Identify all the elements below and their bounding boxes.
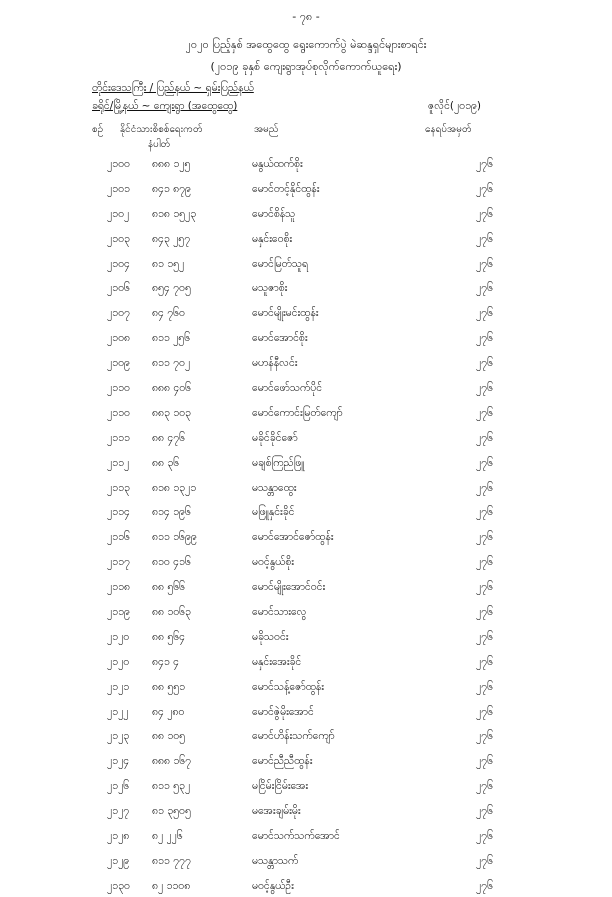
- row-status: ၂၇၆: [476, 556, 493, 569]
- row-name: မဖြူနှင်းခိုင်: [252, 506, 295, 519]
- table-row: [0, 847, 612, 872]
- row-id: ၈၈ ၃၆: [152, 456, 180, 469]
- row-number: ၂၁၂၁: [107, 680, 130, 693]
- row-id: ၈၈၈ ၁၂၅: [152, 158, 191, 170]
- row-status: ၂၇၆: [476, 257, 493, 270]
- row-name: မောင်တင့်နိုင်ထွန်း: [252, 182, 320, 195]
- row-number: ၂၁၂၃: [107, 730, 130, 743]
- row-status: ၂၇၆: [476, 705, 493, 718]
- row-status: ၂၇၆: [476, 730, 493, 743]
- table-row: [0, 424, 612, 449]
- row-id: ၈၁၁ ၇၀၂: [152, 357, 191, 370]
- row-id: ၈၈ ၅၆၆: [152, 581, 186, 594]
- row-id: ၈၁၈ ၁၅၂၃: [152, 207, 197, 220]
- row-id: ၈၁၁ ၇၇၇: [152, 854, 191, 867]
- header-id: နိုင်ငံသားစိစစ်ရေးကတ်: [120, 124, 203, 135]
- row-id: ၈၂ ၂၂၆: [152, 830, 183, 843]
- row-id: ၈၄၁ ၄: [152, 655, 180, 668]
- row-status: ၂၇၆: [476, 680, 493, 693]
- row-status: ၂၇၆: [476, 830, 493, 843]
- row-id: ၈၈ ၁၀၅: [152, 730, 186, 743]
- table-row: [0, 274, 612, 299]
- row-id: ၈၁၀ ၄၁၆: [152, 556, 191, 569]
- row-name: မနှင်းဝေစိုး: [252, 232, 293, 245]
- row-number: ၂၁၂၀: [107, 630, 130, 643]
- row-id: ၈၈ ၁၀၆၃: [152, 606, 191, 619]
- row-name: မဟန်နီလင်း: [252, 357, 298, 370]
- row-status: ၂၇၆: [476, 382, 493, 395]
- table-row: [0, 374, 612, 399]
- table-row: [0, 474, 612, 499]
- row-status: ၂၇၆: [476, 282, 493, 295]
- row-name: မခိုင်ခိုင်ဇော်: [252, 431, 298, 444]
- row-status: ၂၇၆: [476, 406, 493, 419]
- row-status: ၂၇၆: [476, 755, 493, 768]
- row-number: ၂၁၁၃: [107, 481, 130, 494]
- table-row: [0, 150, 612, 175]
- row-status: ၂၇၆: [476, 581, 493, 594]
- row-id: ၈၄ ၇၆၀: [152, 307, 185, 320]
- table-row: [0, 449, 612, 474]
- row-id: ၈၁၈ ၁၃၂၁: [152, 481, 197, 494]
- row-number: ၂၁၀၉: [107, 357, 130, 370]
- row-id: ၈၁ ၃၅၀၅: [152, 805, 191, 818]
- row-number: ၂၁၁၇: [107, 556, 130, 569]
- row-name: မနှင်းအေးခိုင်: [252, 655, 302, 668]
- table-row: [0, 598, 612, 623]
- row-number: ၂၁၂၄: [107, 755, 130, 768]
- row-name: မောင်မျိုးမင်းထွန်း: [252, 307, 319, 320]
- row-id: ၈၈၈ ၁၆၇: [152, 755, 192, 768]
- row-number: ၂၁၁၉: [107, 606, 130, 619]
- row-number: ၂၁၂၇: [107, 805, 130, 818]
- row-name: မောင်အောင်ဇော်ထွန်း: [252, 531, 334, 544]
- row-name: မောင်မြတ်သူရ: [252, 257, 309, 270]
- row-name: မဝင့်နွယ်စိုး: [252, 556, 294, 569]
- document-subtitle: (၂၀၁၉ ခုနှစ် ကျေးရွာအုပ်စုလိုက်ကောက်ယူရေး): [210, 60, 402, 73]
- table-row: [0, 200, 612, 225]
- row-number: ၂၁၃၀: [107, 879, 130, 892]
- table-row: [0, 175, 612, 200]
- table-row: [0, 872, 612, 897]
- row-number: ၂၁၁၁: [107, 431, 130, 444]
- document-title: ၂၀၂၀ ပြည့်နှစ် အထွေထွေ ရွေးကောက်ပွဲ မဲဆန္ဒရှင်များစာရင်း: [185, 38, 427, 51]
- row-id: ၈၈၃ ၁၀၃: [152, 406, 191, 419]
- row-name: မချစ်ကြည်ဖြူ: [252, 456, 305, 469]
- row-status: ၂၇၆: [476, 307, 493, 320]
- row-status: ၂၇၆: [476, 531, 493, 544]
- header-name: အမည်: [254, 124, 279, 135]
- row-status: ၂၇၆: [476, 332, 493, 345]
- row-status: ၂၇၆: [476, 805, 493, 818]
- row-name: မဝင့်နွယ်ဦး: [252, 879, 294, 892]
- row-number: ၂၁၂၂: [107, 705, 129, 718]
- row-id: ၈၁ ၁၅၂: [152, 257, 185, 270]
- row-status: ၂၇၆: [476, 854, 493, 867]
- row-number: ၂၁၁၆: [107, 531, 130, 544]
- row-status: ၂၇၆: [476, 431, 493, 444]
- table-row: [0, 698, 612, 723]
- row-name: မသန္တာသက်: [252, 854, 299, 867]
- table-row: [0, 722, 612, 747]
- row-status: ၂၇၆: [476, 232, 493, 245]
- row-id: ၈၄၃ ၂၅၇: [152, 232, 191, 245]
- table-row: [0, 225, 612, 250]
- table-row: [0, 623, 612, 648]
- row-number: ၂၁၂၀: [107, 655, 130, 668]
- row-status: ၂၇၆: [476, 456, 493, 469]
- row-status: ၂၇၆: [476, 357, 493, 370]
- row-id: ၈၈၈ ၄၀၆: [152, 382, 192, 395]
- table-row: [0, 498, 612, 523]
- row-id: ၈၈ ၅၆၄: [152, 630, 186, 643]
- row-number: ၂၁၀၂: [107, 207, 130, 220]
- row-id: ၈၁၁ ၁၆၉၉: [152, 531, 197, 544]
- header-no: စဉ်: [92, 124, 104, 135]
- row-status: ၂၇၆: [476, 780, 493, 793]
- header-id-line2: နံပါတ်: [148, 139, 171, 150]
- row-name: မောင်စိန်သူ: [252, 207, 296, 220]
- row-number: ၂၁၀၈: [107, 332, 130, 345]
- row-number: ၂၁၂၉: [107, 854, 130, 867]
- row-name: မသန္တာထွေး: [252, 481, 297, 494]
- row-number: ၂၁၁၀: [107, 406, 130, 419]
- row-id: ၈၄၁ ၈၇၉: [152, 182, 191, 195]
- row-number: ၂၁၀၇: [107, 307, 130, 320]
- row-id: ၈၄ ၂၈၀: [152, 705, 185, 718]
- region-label: တိုင်းဒေသကြီး / ပြည်နယ် ~ ရှမ်းပြည်နယ်: [92, 82, 254, 94]
- row-name: မခိုသဝင်း: [252, 630, 289, 643]
- header-status: နေရပ်အမှတ်: [425, 124, 472, 135]
- row-name: မောင်အောင်စိုး: [252, 332, 308, 345]
- table-row: [0, 523, 612, 548]
- table-row: [0, 648, 612, 673]
- row-number: ၂၁၀၄: [107, 257, 130, 270]
- row-status: ၂၇၆: [476, 207, 493, 220]
- date-label: ဇူလိုင်(၂၀၁၉): [428, 100, 481, 112]
- row-status: ၂၇၆: [476, 630, 493, 643]
- row-status: ၂၇၆: [476, 879, 493, 892]
- row-name: မနွယ်ထက်စိုး: [252, 158, 303, 170]
- row-name: မအေးချမ်းမိုး: [252, 805, 301, 818]
- row-status: ၂၇၆: [476, 506, 493, 519]
- table-row: [0, 747, 612, 772]
- row-id: ၈၅၄ ၇၀၅: [152, 282, 191, 295]
- table-row: [0, 324, 612, 349]
- row-name: မောင်ဖော်သက်ပိုင်: [252, 382, 323, 395]
- row-name: မသူဇာစိုး: [252, 282, 288, 295]
- row-number: ၂၁၀၃: [107, 232, 130, 245]
- row-number: ၂၁၁၂: [107, 456, 130, 469]
- row-name: မောင်သားလွေ: [252, 606, 307, 619]
- table-row: [0, 772, 612, 797]
- row-number: ၂၁၀၆: [107, 282, 130, 295]
- row-number: ၂၁၀၀: [107, 158, 130, 170]
- row-id: ၈၁၁ ၂၅၆: [152, 332, 191, 345]
- row-status: ၂၇၆: [476, 606, 493, 619]
- table-row: [0, 299, 612, 324]
- row-name: မငြိမ်းငြိမ်းအေး: [252, 780, 309, 793]
- row-status: ၂၇၆: [476, 182, 493, 195]
- voter-list: [0, 150, 612, 897]
- row-name: မောင်သန့်ဇော်ထွန်း: [252, 680, 324, 693]
- row-id: ၈၁၁ ၅၃၂: [152, 780, 191, 793]
- row-number: ၂၁၂၈: [107, 830, 130, 843]
- table-row: [0, 548, 612, 573]
- row-name: မောင်ညီညီထွန်း: [252, 755, 313, 768]
- table-row: [0, 822, 612, 847]
- table-row: [0, 673, 612, 698]
- row-number: ၂၁၁၈: [107, 581, 130, 594]
- row-name: မောင်သက်သက်အောင်: [252, 830, 340, 843]
- row-name: မောင်ဇွဲမိုးအောင်: [252, 705, 314, 718]
- table-row: [0, 797, 612, 822]
- row-status: ၂၇၆: [476, 158, 493, 170]
- row-name: မောင်မျိုးအောင်ဝင်း: [252, 581, 326, 594]
- table-row: [0, 573, 612, 598]
- page-number: - ၇၈ -: [292, 10, 320, 23]
- table-row: [0, 250, 612, 275]
- row-status: ၂၇၆: [476, 655, 493, 668]
- row-number: ၂၁၀၁: [107, 182, 130, 195]
- row-name: မောင်ဟိန်းသက်ကျော်: [252, 730, 335, 743]
- row-number: ၂၁၁၀: [107, 382, 130, 395]
- district-label: ခရိုင်/မြို့နယ် ~ ကျေးရွာ (အထွေထွေ): [92, 100, 238, 112]
- row-status: ၂၇၆: [476, 481, 493, 494]
- row-id: ၈၁၄ ၁၉၆: [152, 506, 191, 519]
- table-row: [0, 349, 612, 374]
- row-id: ၈၈ ၅၅၁: [152, 680, 186, 693]
- table-row: [0, 399, 612, 424]
- row-number: ၂၁၂၆: [107, 780, 130, 793]
- row-id: ၈၈ ၄၇၆: [152, 431, 186, 444]
- row-number: ၂၁၁၄: [107, 506, 130, 519]
- row-name: မောင်ကောင်းမြတ်ကျော်: [252, 406, 343, 419]
- row-id: ၈၂ ၁၁၀၈: [152, 879, 191, 892]
